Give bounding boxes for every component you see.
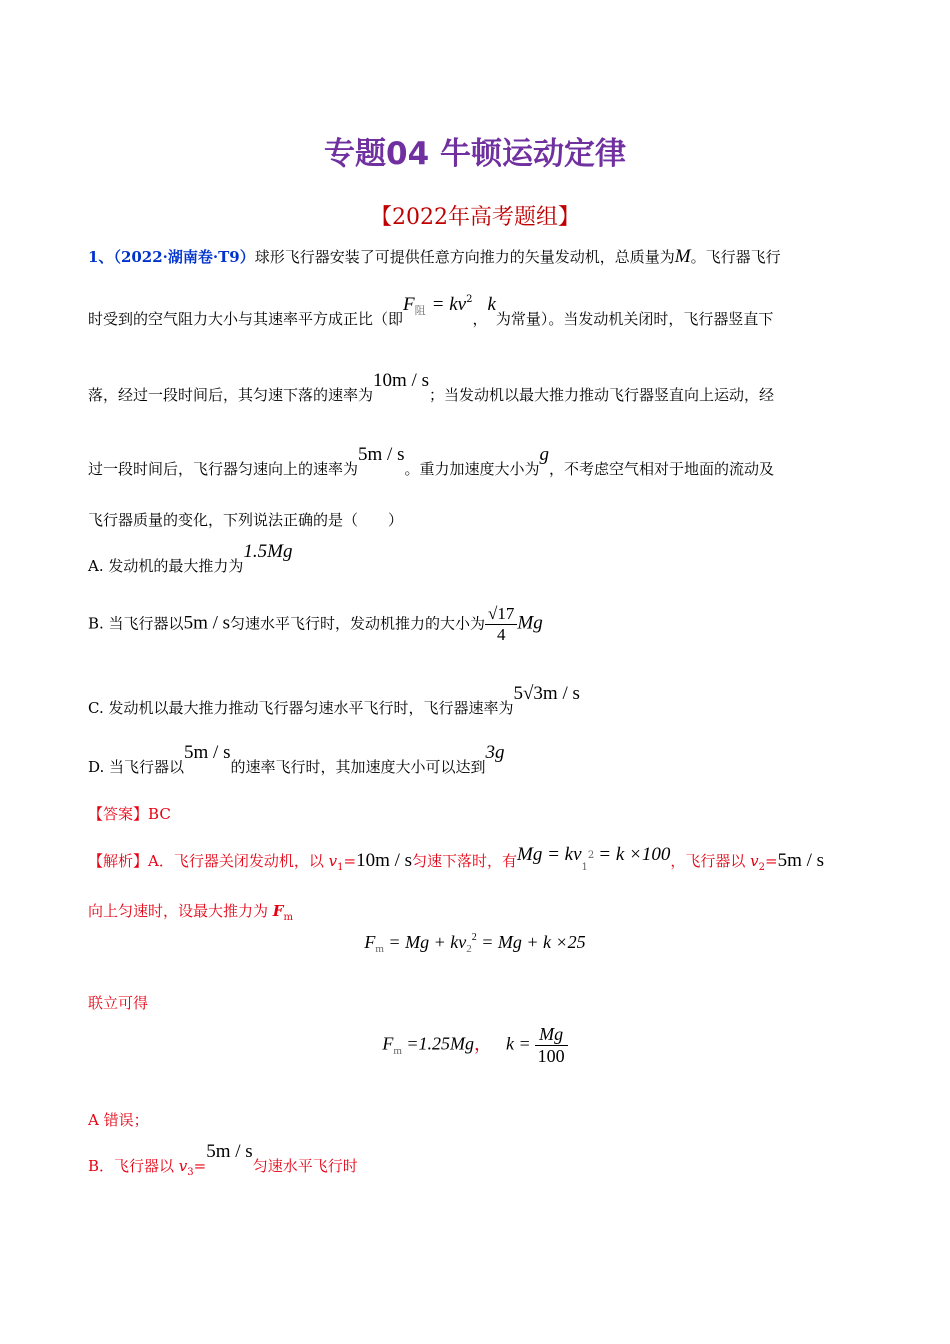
option-a (88, 541, 293, 577)
question-text: 落，经过一段时间后，其匀速下落的速率为 (88, 386, 374, 404)
frac-den: 4 (496, 625, 506, 644)
math-g: g (539, 444, 549, 465)
analysis-label: 【解析】 (88, 852, 149, 870)
math-sub: 1 (581, 862, 588, 873)
comma: ， (474, 1033, 493, 1054)
math-v1: 10m / s (373, 370, 429, 391)
math-eq: = (765, 852, 778, 870)
question-text: ，不考虑空气相对于地面的流动及 (548, 460, 774, 478)
option-b (88, 604, 543, 645)
math-M: M (674, 246, 691, 267)
math-F: F (364, 932, 376, 952)
question-source: （2022·湖南卷·T9） (113, 248, 255, 266)
analysis-text: 向上匀速时，设最大推力为 (88, 902, 273, 920)
option-c (88, 683, 580, 719)
option-text: C. 发动机以最大推力推动飞行器匀速水平飞行时，飞行器速率为 (88, 699, 514, 717)
analysis-text: 匀速下落时，有 (412, 852, 518, 870)
math-k-eq: k = (506, 1033, 531, 1054)
math-sub: 3 (187, 1167, 194, 1178)
math-sub: 2 (758, 862, 766, 873)
math-option-d-v: 5m / s (184, 742, 231, 763)
question-text: 球形飞行器安装了可提供任意方向推力的矢量发动机，总质量为 (254, 248, 675, 266)
math-F: F (403, 294, 415, 315)
math-F-sub: 阻 (414, 304, 426, 317)
fraction-sqrt17-4 (485, 604, 517, 645)
question-text: 。重力加速度大小为 (404, 460, 540, 478)
math-v: v (178, 1157, 188, 1175)
analysis-line-1 (88, 844, 825, 873)
option-text: A. 发动机的最大推力为 (88, 557, 244, 575)
math-option-a: 1.5Mg (243, 541, 293, 562)
option-text: B. 当飞行器以 (88, 614, 184, 633)
page-title: 专题04 牛顿运动定律 (324, 136, 626, 172)
math-sub: m (393, 1044, 402, 1057)
math-v: v (750, 852, 759, 870)
math-kv: = kv (431, 294, 467, 315)
math-v: v (328, 852, 338, 870)
math-sup: 2 (471, 932, 477, 943)
section-subtitle: 【2022年高考题组】 (370, 205, 580, 230)
analysis-text: A．飞行器关闭发动机，以 (148, 852, 329, 870)
frac-num: √17 (485, 604, 517, 625)
math-sub: m (375, 943, 384, 955)
analysis-text: 匀速水平飞行时 (252, 1157, 358, 1175)
question-text: 。飞行器飞行 (690, 248, 781, 266)
math-eq: = (343, 852, 357, 870)
equation-fm (0, 932, 950, 953)
math-eq: = (193, 1157, 207, 1175)
math-sup: 2 (587, 850, 595, 861)
answer-value: BC (148, 805, 171, 823)
math-eq3-val: =1.25Mg (401, 1033, 475, 1054)
analysis-text: B．飞行器以 (88, 1157, 179, 1175)
frac-den: 100 (537, 1046, 565, 1066)
math-eq-right: = Mg + k ×25 (476, 932, 586, 952)
question-text: ；当发动机以最大推力推动飞行器竖直向上运动，经 (428, 386, 774, 404)
question-text: 为常量）。当发动机关闭时，飞行器竖直下 (495, 310, 774, 328)
math-formula1: Mg = kv (517, 844, 582, 865)
answer-label: 【答案】 (88, 805, 149, 823)
question-line-3 (88, 370, 774, 406)
math-k: k (487, 294, 496, 315)
answer-line (88, 803, 171, 824)
math-v3-val: 5m / s (206, 1141, 253, 1162)
analysis-text: ，飞行器以 (670, 852, 751, 870)
analysis-b-line (88, 1141, 358, 1178)
analysis-line-2 (88, 900, 293, 921)
question-line-4 (88, 444, 774, 480)
analysis-combine: 联立可得 (88, 994, 149, 1012)
question-line-1 (88, 246, 781, 268)
math-F: F (382, 1033, 394, 1054)
math-v1-val: 10m / s (356, 850, 413, 871)
option-text: 匀速水平飞行时，发动机推力的大小为 (230, 614, 486, 633)
math-Mg: Mg (517, 612, 543, 634)
question-text: ， (472, 310, 488, 328)
math-option-b-v: 5m / s (183, 612, 231, 634)
option-d (88, 742, 505, 778)
equation-result (0, 1024, 950, 1067)
frac-num: Mg (535, 1024, 568, 1046)
question-text: 过一段时间后，飞行器匀速向上的速率为 (88, 460, 359, 478)
math-F: F (272, 902, 284, 920)
math-v2: 5m / s (358, 444, 405, 465)
question-line-5: 飞行器质量的变化，下列说法正确的是（ ） (88, 511, 404, 529)
math-v2-val: 5m / s (777, 850, 825, 871)
question-text: 时受到的空气阻力大小与其速率平方成正比（即 (88, 310, 404, 328)
math-sub: 1 (337, 862, 344, 873)
option-text: D. 当飞行器以 (88, 758, 185, 776)
math-sub: 2 (466, 943, 472, 955)
analysis-a-wrong: A 错误； (88, 1111, 149, 1129)
question-line-2 (88, 294, 774, 330)
question-number: 1、 (88, 248, 114, 266)
math-eq-mid: = Mg + kv (383, 932, 467, 952)
fraction-mg-100 (535, 1024, 568, 1067)
option-text: 的速率飞行时，其加速度大小可以达到 (230, 758, 486, 776)
math-option-c: 5√3m / s (513, 683, 580, 704)
math-formula1-end: = k ×100 (598, 844, 671, 865)
math-sub: m (283, 912, 293, 923)
math-option-d: 3g (485, 742, 505, 763)
math-sup: 2 (466, 294, 473, 305)
